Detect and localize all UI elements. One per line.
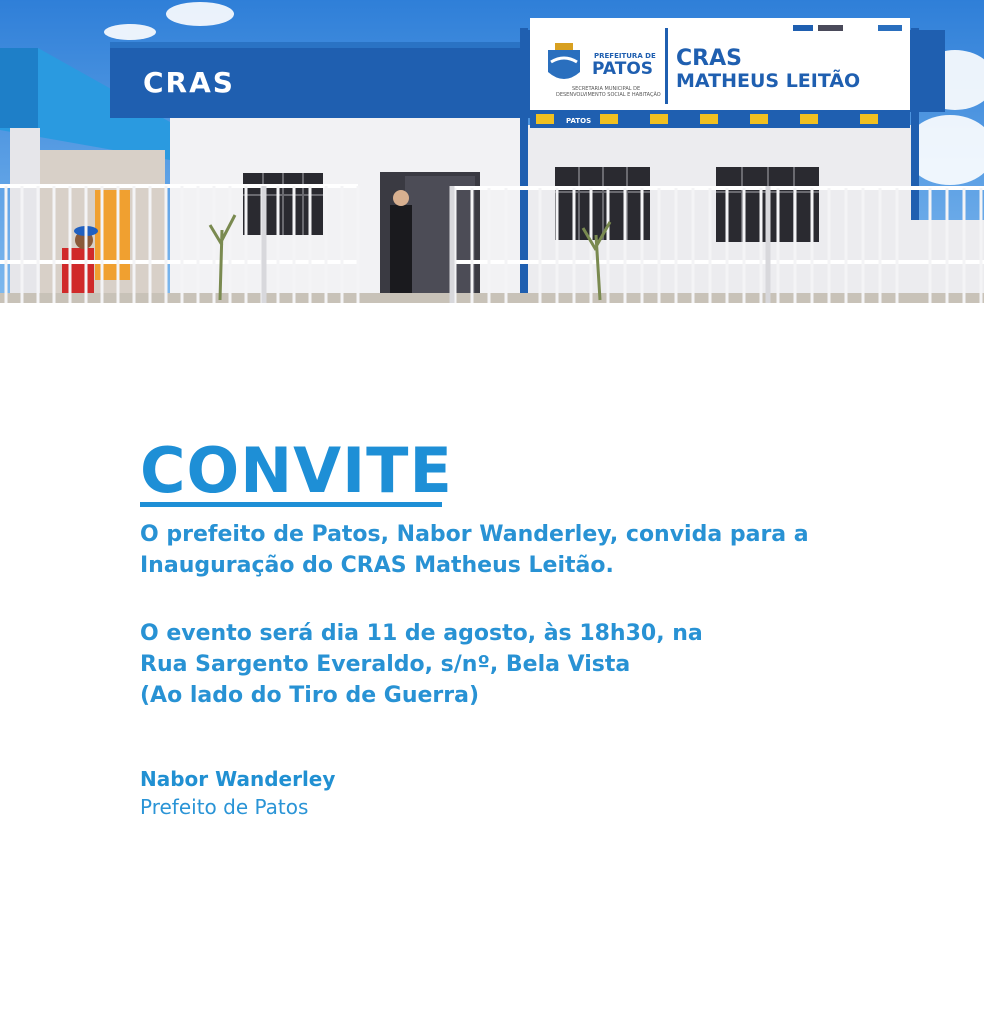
- signature-role: Prefeito de Patos: [140, 795, 309, 819]
- invite-line-2: Inauguração do CRAS Matheus Leitão.: [140, 553, 614, 578]
- invite-line-3: O evento será dia 11 de agosto, às 18h30, na: [140, 621, 703, 646]
- invite-line-5: (Ao lado do Tiro de Guerra): [140, 683, 480, 708]
- invite-line-1: O prefeito de Patos, Nabor Wanderley, convida para a: [140, 522, 809, 547]
- plaque-title-line1: CRAS: [676, 46, 742, 71]
- invite-paragraph-1: [140, 519, 900, 581]
- plaque-title-line2: MATHEUS LEITÃO: [676, 70, 861, 92]
- cras-building-photo: [0, 0, 984, 303]
- invite-title: CONVITE: [140, 434, 453, 507]
- plaque-secretaria-line1: SECRETARIA MUNICIPAL DE: [572, 86, 641, 92]
- header-photo: [0, 0, 984, 303]
- signature-name: Nabor Wanderley: [140, 767, 336, 791]
- building-sign-text: CRAS: [143, 66, 235, 99]
- plaque-prefeitura-label: PREFEITURA DE: [594, 52, 656, 60]
- cras-plaque: [530, 18, 910, 128]
- invite-line-4: Rua Sargento Everaldo, s/nº, Bela Vista: [140, 652, 631, 677]
- plaque-city-label: PATOS: [592, 59, 654, 79]
- plaque-band-text: PATOS: [566, 117, 592, 125]
- plaque-secretaria-line2: DESENVOLVIMENTO SOCIAL E HABITAÇÃO: [556, 92, 661, 98]
- invitation-content: [140, 436, 900, 821]
- invite-paragraph-2: [140, 618, 900, 711]
